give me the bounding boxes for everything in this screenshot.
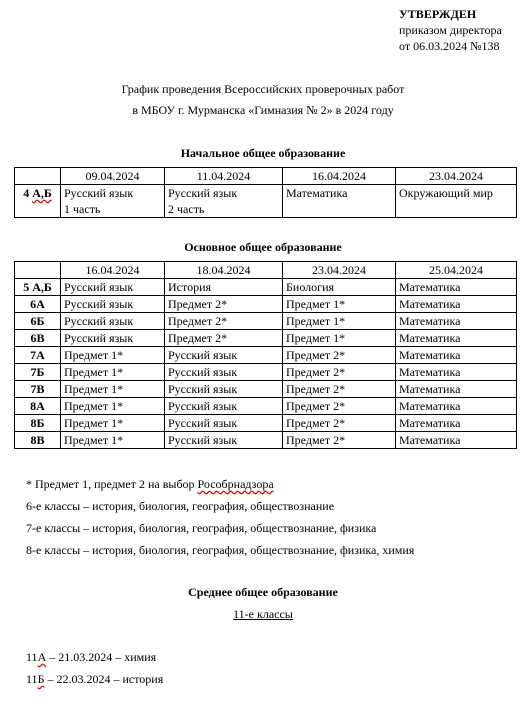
date-header: 18.04.2024 — [165, 262, 283, 279]
table-row — [15, 364, 517, 381]
subject-cell: Математика — [396, 364, 517, 381]
date-header: 11.04.2024 — [165, 168, 283, 185]
notes-block — [26, 473, 516, 561]
basic-heading: Основное общее образование — [184, 240, 342, 254]
exam-line: 11Б – 22.03.2024 – история — [26, 672, 164, 686]
subject-cell: Русский язык — [165, 415, 283, 432]
subject-cell: Биология — [283, 279, 396, 296]
subject-cell: Предмет 2* — [283, 381, 396, 398]
date-header: 16.04.2024 — [283, 168, 396, 185]
class-cell: 6В — [15, 330, 61, 347]
note-grade-6: 6-е классы – история, биология, география, обществознание — [26, 499, 335, 513]
subject-cell: Математика — [396, 296, 517, 313]
subject-cell: Русский язык — [165, 347, 283, 364]
subject-cell: Предмет 2* — [283, 364, 396, 381]
subject-cell: Русский язык — [165, 432, 283, 449]
subject-cell: Математика — [283, 185, 396, 218]
exam-line: 11А – 21.03.2024 – химия — [26, 650, 157, 664]
table-row — [15, 313, 517, 330]
basic-schedule-table — [14, 261, 517, 449]
subject-cell: Русский язык — [165, 364, 283, 381]
subject-cell: Предмет 2* — [283, 415, 396, 432]
subject-cell: Предмет 2* — [283, 432, 396, 449]
subject-cell: Предмет 1* — [283, 330, 396, 347]
subject-cell: Предмет 2* — [165, 313, 283, 330]
subject-cell: Русский язык — [61, 296, 165, 313]
subject-cell: Математика — [396, 279, 517, 296]
subject-cell: Предмет 1* — [61, 381, 165, 398]
table-row — [15, 330, 517, 347]
title-line-1: График проведения Всероссийских проверочных работ — [121, 82, 405, 96]
primary-heading: Начальное общее образование — [180, 146, 346, 160]
date-header: 16.04.2024 — [61, 262, 165, 279]
date-header: 23.04.2024 — [396, 168, 517, 185]
subject-cell: Математика — [396, 313, 517, 330]
header-empty-cell — [15, 262, 61, 279]
subject-cell: Математика — [396, 381, 517, 398]
subject-cell: Русский язык — [165, 398, 283, 415]
table-row — [15, 398, 517, 415]
date-header: 09.04.2024 — [61, 168, 165, 185]
subject-cell: Математика — [396, 398, 517, 415]
class-cell: 5 А,Б — [15, 279, 61, 296]
subject-cell: Предмет 1* — [61, 398, 165, 415]
subject-cell: Русский язык — [61, 330, 165, 347]
subject-cell: Русский язык — [61, 279, 165, 296]
date-header: 23.04.2024 — [283, 262, 396, 279]
table-row — [15, 347, 517, 364]
table-row — [15, 296, 517, 313]
footnote: * Предмет 1, предмет 2 на выбор Рособрнадзора — [26, 477, 274, 491]
note-grade-7: 7-е классы – история, биология, география, обществознание, физика — [26, 521, 377, 535]
primary-schedule-table — [14, 167, 517, 218]
subject-cell: Предмет 2* — [283, 398, 396, 415]
subject-cell: История — [165, 279, 283, 296]
class-cell: 8Б — [15, 415, 61, 432]
secondary-heading: Среднее общее образование — [188, 585, 338, 599]
class-cell: 7А — [15, 347, 61, 364]
subject-cell: Математика — [396, 432, 517, 449]
title-line-2: в МБОУ г. Мурманска «Гимназия № 2» в 2024 году — [132, 103, 394, 117]
note-grade-8: 8-е классы – история, биология, география, обществознание, физика, химия — [26, 543, 415, 557]
subject-cell: Предмет 2* — [165, 296, 283, 313]
subject-cell: Предмет 1* — [61, 415, 165, 432]
class-cell: 6Б — [15, 313, 61, 330]
subject-cell: Математика — [396, 330, 517, 347]
table-row — [15, 432, 517, 449]
subject-cell: Русский язык 1 часть — [61, 185, 165, 218]
secondary-subheading: 11-е классы — [233, 607, 293, 621]
footnote-org: Рособрнадзора — [197, 477, 274, 491]
approval-date: от 06.03.2024 №138 — [399, 39, 500, 53]
table-row — [15, 279, 517, 296]
approval-stamp — [399, 6, 524, 54]
approval-order: приказом директора — [399, 23, 502, 37]
date-header: 25.04.2024 — [396, 262, 517, 279]
header-empty-cell — [15, 168, 61, 185]
subject-cell: Предмет 1* — [61, 432, 165, 449]
subject-cell: Предмет 2* — [165, 330, 283, 347]
table-row — [15, 185, 517, 218]
class-cell: 8А — [15, 398, 61, 415]
subject-cell: Предмет 1* — [61, 364, 165, 381]
table-row — [15, 415, 517, 432]
subject-cell: Предмет 1* — [61, 347, 165, 364]
subject-cell: Русский язык — [61, 313, 165, 330]
subject-cell: Окружающий мир — [396, 185, 517, 218]
approval-heading: УТВЕРЖДЕН — [399, 7, 477, 21]
subject-cell: Предмет 2* — [283, 347, 396, 364]
table-header-row — [15, 168, 517, 185]
subject-cell: Предмет 1* — [283, 296, 396, 313]
class-cell: 4 А,Б — [15, 185, 61, 218]
class-cell: 8В — [15, 432, 61, 449]
class-cell: 6А — [15, 296, 61, 313]
subject-cell: Математика — [396, 347, 517, 364]
subject-cell: Русский язык — [165, 381, 283, 398]
subject-cell: Математика — [396, 415, 517, 432]
table-row — [15, 381, 517, 398]
class-cell: 7В — [15, 381, 61, 398]
document-title — [0, 79, 526, 121]
subject-cell: Предмет 1* — [283, 313, 396, 330]
table-header-row — [15, 262, 517, 279]
class-cell: 7Б — [15, 364, 61, 381]
subject-cell: Русский язык 2 часть — [165, 185, 283, 218]
